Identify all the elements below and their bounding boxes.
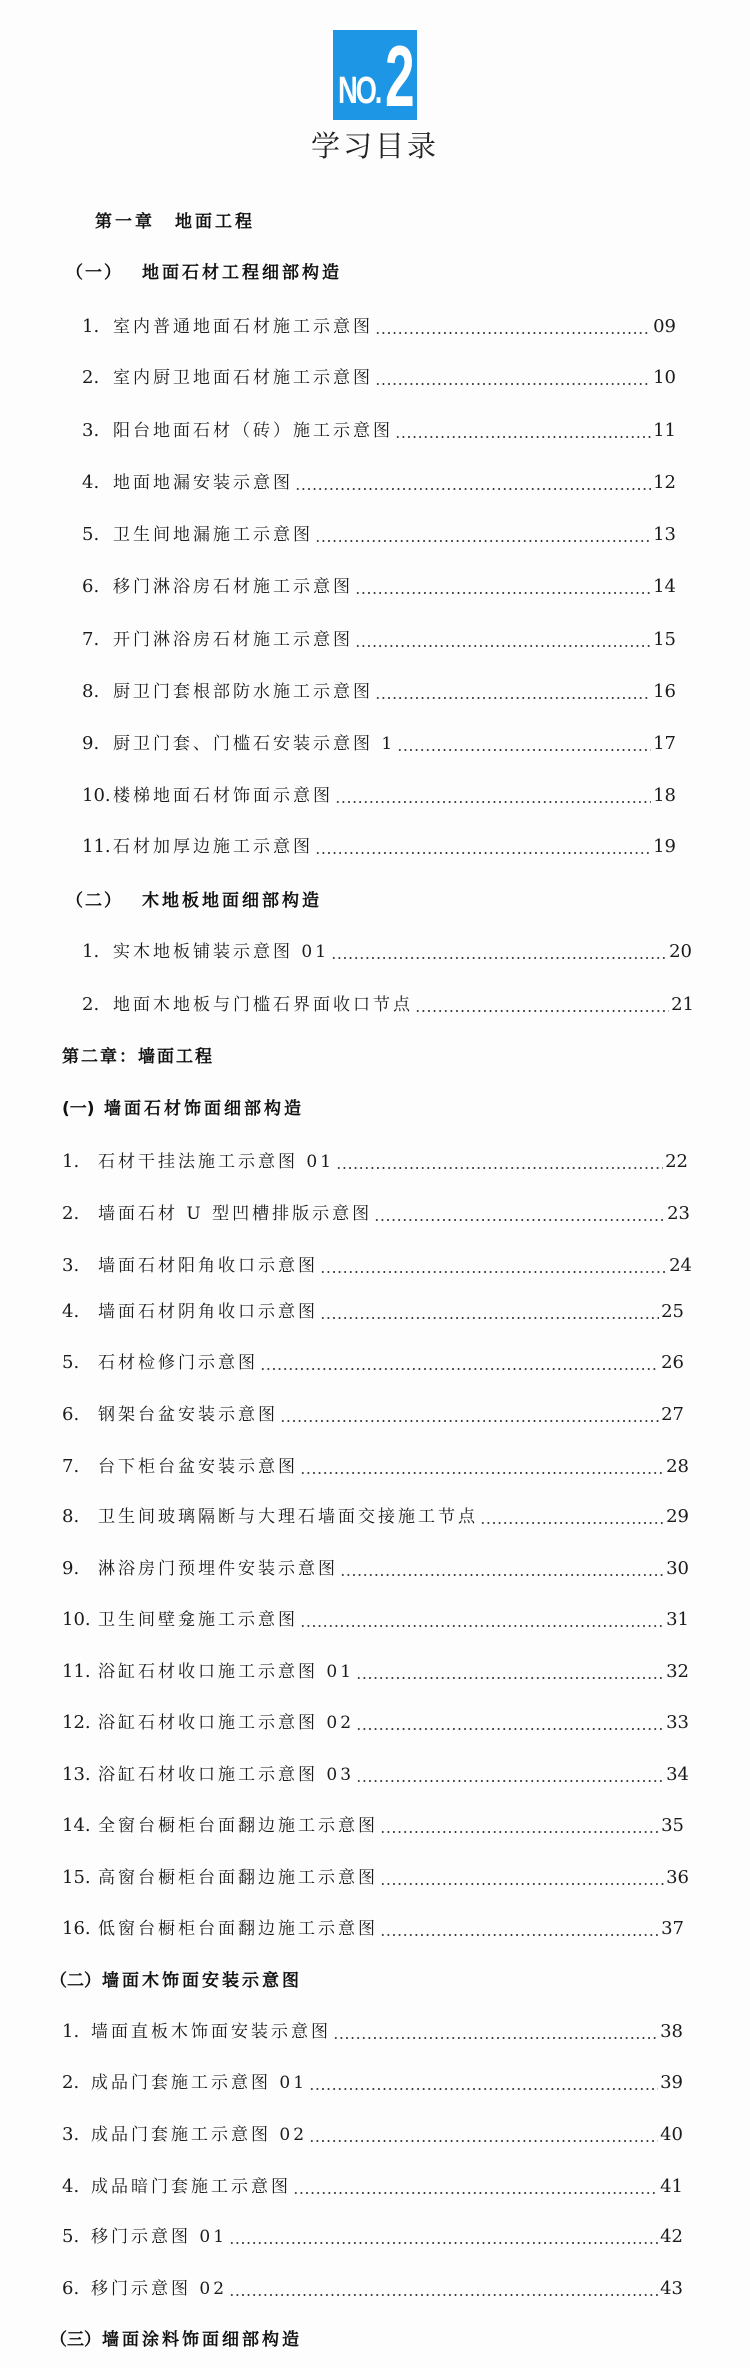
entry-number: 4.: [62, 2176, 80, 2197]
entry-title: 钢架台盆安装示意图: [98, 1405, 278, 1425]
entry-number: 1.: [62, 2021, 80, 2042]
entry-page: 26: [661, 1352, 684, 1373]
section-heading: [50, 2328, 302, 2352]
dot-leader: [356, 1677, 664, 1679]
dot-leader: [397, 749, 651, 751]
section-label: (一): [62, 1099, 95, 1119]
entry-page: 32: [666, 1661, 689, 1682]
entry-number: 12.: [62, 1712, 91, 1733]
chapter-title: 第二章：墙面工程: [62, 1047, 214, 1067]
toc-entry[interactable]: [82, 575, 676, 599]
entry-title: 低窗台橱柜台面翻边施工示意图: [98, 1919, 378, 1939]
entry-page: 15: [653, 629, 676, 650]
dot-leader: [336, 1167, 663, 1169]
toc-entry[interactable]: [82, 419, 676, 443]
dot-leader: [380, 1831, 659, 1833]
dot-leader: [375, 697, 651, 699]
dot-leader: [356, 1728, 664, 1730]
section-title: 墙面石材饰面细部构造: [104, 1099, 304, 1119]
dot-leader: [315, 852, 651, 854]
entry-page: 24: [669, 1255, 692, 1276]
entry-title: 阳台地面石材（砖）施工示意图: [113, 421, 393, 441]
entry-page: 18: [653, 785, 676, 806]
dot-leader: [380, 1883, 664, 1885]
entry-number: 5.: [82, 524, 100, 545]
entry-page: 20: [669, 941, 692, 962]
dot-leader: [395, 436, 651, 438]
toc-entry[interactable]: [82, 315, 676, 339]
entry-page: 35: [661, 1815, 684, 1836]
entry-number: 1.: [82, 941, 100, 962]
toc-entry[interactable]: [62, 1300, 684, 1324]
section-heading: [50, 1969, 302, 1993]
entry-number: 10.: [82, 785, 111, 806]
section-label: （三）: [50, 2330, 101, 2350]
dot-leader: [260, 1368, 659, 1370]
entry-number: 5.: [62, 2226, 80, 2247]
dot-leader: [320, 1317, 659, 1319]
toc-entry[interactable]: [62, 1608, 689, 1632]
entry-page: 38: [660, 2021, 683, 2042]
entry-title: 成品门套施工示意图 01: [91, 2073, 308, 2093]
entry-page: 25: [661, 1301, 684, 1322]
entry-title: 成品门套施工示意图 02: [91, 2125, 308, 2145]
entry-title: 地面地漏安装示意图: [113, 473, 293, 493]
entry-number: 14.: [62, 1815, 91, 1836]
entry-page: 22: [665, 1151, 688, 1172]
chapter-2-heading: [62, 1045, 214, 1069]
dot-leader: [331, 957, 667, 959]
entry-title: 台下柜台盆安装示意图: [98, 1457, 298, 1477]
section-label: （二）: [66, 891, 123, 911]
entry-number: 1.: [62, 1151, 80, 1172]
entry-title: 墙面石材阴角收口示意图: [98, 1302, 318, 1322]
toc-entry[interactable]: [62, 2020, 683, 2044]
dot-leader: [356, 1780, 664, 1782]
toc-entry[interactable]: [62, 2123, 683, 2147]
entry-number: 11.: [82, 836, 111, 857]
entry-number: 2.: [62, 1203, 80, 1224]
entry-number: 4.: [82, 472, 100, 493]
toc-entry[interactable]: [62, 1455, 689, 1479]
entry-page: 41: [660, 2176, 683, 2197]
entry-page: 19: [653, 836, 676, 857]
entry-title: 卫生间地漏施工示意图: [113, 525, 313, 545]
chapter-title: 第一章 地面工程: [95, 212, 255, 232]
dot-leader: [309, 2088, 658, 2090]
entry-title: 成品暗门套施工示意图: [91, 2177, 291, 2197]
dot-leader: [340, 1574, 664, 1576]
dot-leader: [293, 2192, 658, 2194]
entry-title: 墙面石材 U 型凹槽排版示意图: [98, 1204, 373, 1224]
entry-page: 37: [661, 1918, 684, 1939]
dot-leader: [320, 1271, 667, 1273]
entry-number: 6.: [82, 576, 100, 597]
entry-title: 楼梯地面石材饰面示意图: [113, 786, 333, 806]
toc-entry[interactable]: [62, 1202, 690, 1226]
dot-leader: [355, 592, 651, 594]
toc-entry[interactable]: [62, 1866, 689, 1890]
entry-number: 9.: [82, 733, 100, 754]
dot-leader: [333, 2037, 658, 2039]
entry-page: 14: [653, 576, 676, 597]
toc-entry[interactable]: [62, 1505, 689, 1529]
dot-leader: [300, 1625, 664, 1627]
entry-title: 厨卫门套、门槛石安装示意图 1: [113, 734, 396, 754]
entry-number: 15.: [62, 1867, 91, 1888]
toc-entry[interactable]: [62, 1557, 689, 1581]
entry-page: 13: [653, 524, 676, 545]
toc-entry[interactable]: [62, 1254, 692, 1278]
entry-number: 8.: [62, 1506, 80, 1527]
toc-entry[interactable]: [82, 680, 676, 704]
dot-leader: [229, 2294, 658, 2296]
entry-number: 2.: [62, 2072, 80, 2093]
toc-entry[interactable]: [62, 2225, 683, 2249]
toc-entry[interactable]: [62, 2277, 683, 2301]
entry-page: 11: [653, 420, 676, 441]
section-heading: [66, 261, 342, 285]
section-label: （二）: [50, 1971, 101, 1991]
entry-title: 室内普通地面石材施工示意图: [113, 317, 373, 337]
section-label: （一）: [66, 263, 123, 283]
toc-entry[interactable]: [82, 628, 676, 652]
entry-title: 墙面直板木饰面安装示意图: [91, 2022, 331, 2042]
dot-leader: [280, 1420, 659, 1422]
entry-page: 29: [666, 1506, 689, 1527]
dot-leader: [335, 801, 651, 803]
entry-number: 2.: [82, 994, 100, 1015]
entry-number: 8.: [82, 681, 100, 702]
section-title: 地面石材工程细部构造: [142, 263, 342, 283]
entry-title: 石材加厚边施工示意图: [113, 837, 313, 857]
entry-title: 石材干挂法施工示意图 01: [98, 1152, 335, 1172]
dot-leader: [300, 1472, 664, 1474]
toc-entry[interactable]: [82, 471, 676, 495]
toc-entry[interactable]: [82, 366, 676, 390]
entry-title: 全窗台橱柜台面翻边施工示意图: [98, 1816, 378, 1836]
entry-number: 13.: [62, 1764, 91, 1785]
entry-number: 4.: [62, 1301, 80, 1322]
dot-leader: [375, 332, 651, 334]
entry-title: 淋浴房门预埋件安装示意图: [98, 1559, 338, 1579]
entry-title: 地面木地板与门槛石界面收口节点: [113, 995, 413, 1015]
entry-title: 移门示意图 02: [91, 2279, 228, 2299]
toc-entry[interactable]: [62, 1351, 684, 1375]
dot-leader: [480, 1522, 664, 1524]
entry-page: 43: [660, 2278, 683, 2299]
dot-leader: [375, 383, 651, 385]
entry-title: 浴缸石材收口施工示意图 01: [98, 1662, 355, 1682]
toc-entry[interactable]: [82, 993, 694, 1017]
section-heading: [62, 1097, 304, 1121]
entry-number: 5.: [62, 1352, 80, 1373]
entry-title: 移门示意图 01: [91, 2227, 228, 2247]
toc-entry[interactable]: [82, 835, 676, 859]
dot-leader: [415, 1010, 669, 1012]
badge-prefix: NO.: [338, 70, 381, 112]
entry-page: 16: [653, 681, 676, 702]
entry-number: 10.: [62, 1609, 91, 1630]
entry-title: 移门淋浴房石材施工示意图: [113, 577, 353, 597]
page-title: 学习目录: [310, 129, 439, 163]
entry-number: 6.: [62, 2278, 80, 2299]
entry-number: 7.: [62, 1456, 80, 1477]
entry-page: 12: [653, 472, 676, 493]
toc-entry[interactable]: [82, 732, 676, 756]
toc-entry[interactable]: [62, 1660, 689, 1684]
entry-page: 10: [653, 367, 676, 388]
entry-page: 23: [667, 1203, 690, 1224]
entry-title: 石材检修门示意图: [98, 1353, 258, 1373]
badge-number: 2: [385, 29, 415, 125]
chapter-1-heading: [95, 210, 255, 234]
toc-entry[interactable]: [62, 1711, 689, 1735]
entry-title: 卫生间壁龛施工示意图: [98, 1610, 298, 1630]
entry-number: 11.: [62, 1661, 91, 1682]
entry-number: 3.: [62, 2124, 80, 2145]
dot-leader: [295, 488, 651, 490]
entry-number: 16.: [62, 1918, 91, 1939]
entry-page: 30: [666, 1558, 689, 1579]
entry-number: 6.: [62, 1404, 80, 1425]
entry-page: 39: [660, 2072, 683, 2093]
entry-page: 33: [666, 1712, 689, 1733]
entry-number: 3.: [62, 1255, 80, 1276]
toc-entry[interactable]: [62, 1763, 689, 1787]
dot-leader: [355, 645, 651, 647]
section-heading: [66, 889, 322, 913]
dot-leader: [374, 1219, 665, 1221]
entry-page: 17: [653, 733, 676, 754]
section-title: 木地板地面细部构造: [142, 891, 322, 911]
entry-title: 浴缸石材收口施工示意图 02: [98, 1713, 355, 1733]
entry-number: 7.: [82, 629, 100, 650]
toc-entry[interactable]: [82, 784, 676, 808]
entry-title: 厨卫门套根部防水施工示意图: [113, 682, 373, 702]
entry-title: 墙面石材阳角收口示意图: [98, 1256, 318, 1276]
section-title: 墙面木饰面安装示意图: [102, 1971, 302, 1991]
entry-title: 实木地板铺装示意图 01: [113, 942, 330, 962]
entry-page: 28: [666, 1456, 689, 1477]
entry-page: 34: [666, 1764, 689, 1785]
entry-page: 40: [660, 2124, 683, 2145]
toc-entry[interactable]: [62, 1150, 688, 1174]
dot-leader: [309, 2140, 658, 2142]
toc-entry[interactable]: [62, 1814, 684, 1838]
toc-entry[interactable]: [62, 1403, 684, 1427]
entry-title: 卫生间玻璃隔断与大理石墙面交接施工节点: [98, 1507, 478, 1527]
entry-number: 3.: [82, 420, 100, 441]
entry-title: 室内厨卫地面石材施工示意图: [113, 368, 373, 388]
toc-entry[interactable]: [82, 940, 692, 964]
entry-page: 31: [666, 1609, 689, 1630]
entry-page: 27: [661, 1404, 684, 1425]
entry-title: 高窗台橱柜台面翻边施工示意图: [98, 1868, 378, 1888]
entry-title: 开门淋浴房石材施工示意图: [113, 630, 353, 650]
dot-leader: [315, 540, 651, 542]
entry-number: 2.: [82, 367, 100, 388]
entry-page: 42: [660, 2226, 683, 2247]
section-title: 墙面涂料饰面细部构造: [102, 2330, 302, 2350]
entry-page: 21: [671, 994, 694, 1015]
entry-page: 09: [653, 316, 676, 337]
dot-leader: [380, 1934, 659, 1936]
entry-number: 9.: [62, 1558, 80, 1579]
entry-number: 1.: [82, 316, 100, 337]
entry-title: 浴缸石材收口施工示意图 03: [98, 1765, 355, 1785]
toc-entry[interactable]: [62, 2071, 683, 2095]
dot-leader: [229, 2242, 658, 2244]
entry-page: 36: [666, 1867, 689, 1888]
toc-entry[interactable]: [82, 523, 676, 547]
toc-entry[interactable]: [62, 1917, 684, 1941]
no2-badge: [333, 29, 417, 125]
toc-entry[interactable]: [62, 2175, 683, 2199]
